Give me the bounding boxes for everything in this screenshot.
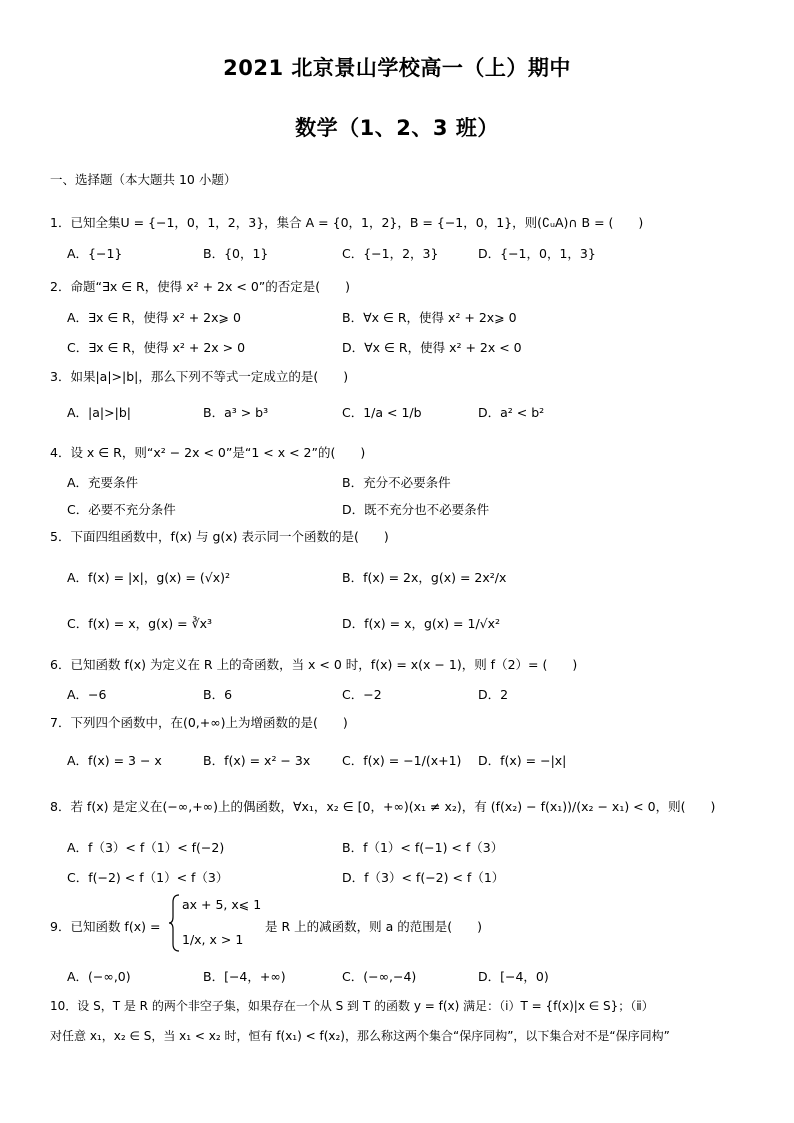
q7-option-b: B．f(x) = x² − 3x [203, 753, 311, 768]
question-7-stem: 7．下列四个函数中，在(0,+∞)上为增函数的是( ) [50, 715, 348, 730]
q9-option-a: A．(−∞,0) [67, 969, 131, 984]
q9-option-d: D．[−4，0) [478, 969, 549, 984]
question-5-stem: 5．下面四组函数中，f(x) 与 g(x) 表示同一个函数的是( ) [50, 529, 389, 544]
piecewise-case-2: 1/x, x > 1 [182, 932, 244, 947]
q7-option-c: C．f(x) = −1/(x+1) [342, 753, 462, 768]
question-9-stem-pre: 9．已知函数 f(x) = [50, 919, 161, 934]
q2-option-b: B．∀x ∈ R，使得 x² + 2x⩾ 0 [342, 310, 517, 325]
q6-option-b: B．6 [203, 687, 233, 702]
q5-option-d: D．f(x) = x，g(x) = 1/√x² [342, 616, 501, 631]
question-10-line-2: 对任意 x₁，x₂ ∈ S，当 x₁ < x₂ 时，恒有 f(x₁) < f(x₂)，那么称这两个集合“保序同构”，以下集合对不是“保序同构” [50, 1029, 670, 1043]
q2-option-c: C．∃x ∈ R，使得 x² + 2x > 0 [67, 340, 246, 355]
q2-option-d: D．∀x ∈ R，使得 x² + 2x < 0 [342, 340, 522, 355]
q8-option-c: C．f(−2) < f（1）< f（3） [67, 870, 229, 885]
q8-option-a: A．f（3）< f（1）< f(−2) [67, 840, 225, 855]
q6-option-c: C．−2 [342, 687, 382, 702]
q3-option-b: B．a³ > b³ [203, 405, 269, 420]
q2-option-a: A．∃x ∈ R，使得 x² + 2x⩾ 0 [67, 310, 241, 325]
q5-option-b: B．f(x) = 2x，g(x) = 2x²/x [342, 570, 507, 585]
q7-option-d: D．f(x) = −|x| [478, 753, 567, 768]
q4-option-c: C．必要不充分条件 [67, 502, 176, 517]
question-3-stem: 3．如果|a|>|b|，那么下列不等式一定成立的是( ) [50, 369, 349, 384]
q3-option-c: C．1/a < 1/b [342, 405, 422, 420]
question-9-stem-post: 是 R 上的减函数，则 a 的范围是( ) [265, 919, 482, 934]
q9-option-b: B．[−4，+∞) [203, 969, 286, 984]
q9-option-c: C．(−∞,−4) [342, 969, 417, 984]
question-1-stem: 1．已知全集U = {−1，0，1，2，3}，集合 A = {0，1，2}，B = {−1，0，1}，则(∁ᵤA)∩ B = ( ) [50, 215, 644, 230]
q5-option-a: A．f(x) = |x|，g(x) = (√x)² [67, 570, 230, 585]
piecewise-brace [168, 894, 180, 952]
q1-option-d: D．{−1，0，1，3} [478, 246, 596, 261]
question-6-stem: 6．已知函数 f(x) 为定义在 R 上的奇函数，当 x < 0 时，f(x) = x(x − 1)，则 f（2）= ( ) [50, 657, 578, 672]
q7-option-a: A．f(x) = 3 − x [67, 753, 162, 768]
q6-option-a: A．−6 [67, 687, 107, 702]
q1-option-b: B．{0，1} [203, 246, 269, 261]
q8-option-d: D．f（3）< f(−2) < f（1） [342, 870, 505, 885]
question-4-stem: 4．设 x ∈ R，则“x² − 2x < 0”是“1 < x < 2”的( ) [50, 445, 366, 460]
q5-option-c: C．f(x) = x，g(x) = ∛x³ [67, 616, 212, 631]
page-subtitle: 数学（1、2、3 班） [295, 116, 499, 140]
q1-option-c: C．{−1，2，3} [342, 246, 439, 261]
q4-option-a: A．充要条件 [67, 475, 139, 490]
q4-option-b: B．充分不必要条件 [342, 475, 451, 490]
piecewise-case-1: ax + 5, x⩽ 1 [182, 897, 262, 912]
question-2-stem: 2．命题“∃x ∈ R，使得 x² + 2x < 0”的否定是( ) [50, 279, 351, 294]
q3-option-a: A．|a|>|b| [67, 405, 131, 420]
question-8-stem: 8．若 f(x) 是定义在(−∞,+∞)上的偶函数，∀x₁，x₂ ∈ [0，+∞)(x₁ ≠ x₂)，有 (f(x₂) − f(x₁))/(x₂ − x₁) < 0，则( ) [50, 799, 716, 814]
q3-option-d: D．a² < b² [478, 405, 545, 420]
q4-option-d: D．既不充分也不必要条件 [342, 502, 490, 517]
q6-option-d: D．2 [478, 687, 509, 702]
section-heading: 一、选择题（本大题共 10 小题） [50, 172, 237, 187]
q1-option-a: A．{−1} [67, 246, 123, 261]
page-title: 2021 北京景山学校高一（上）期中 [223, 56, 571, 80]
q8-option-b: B．f（1）< f(−1) < f（3） [342, 840, 504, 855]
question-10-line-1: 10．设 S，T 是 R 的两个非空子集，如果存在一个从 S 到 T 的函数 y = f(x) 满足：（ⅰ）T = {f(x)|x ∈ S}；（ⅱ） [50, 999, 654, 1013]
